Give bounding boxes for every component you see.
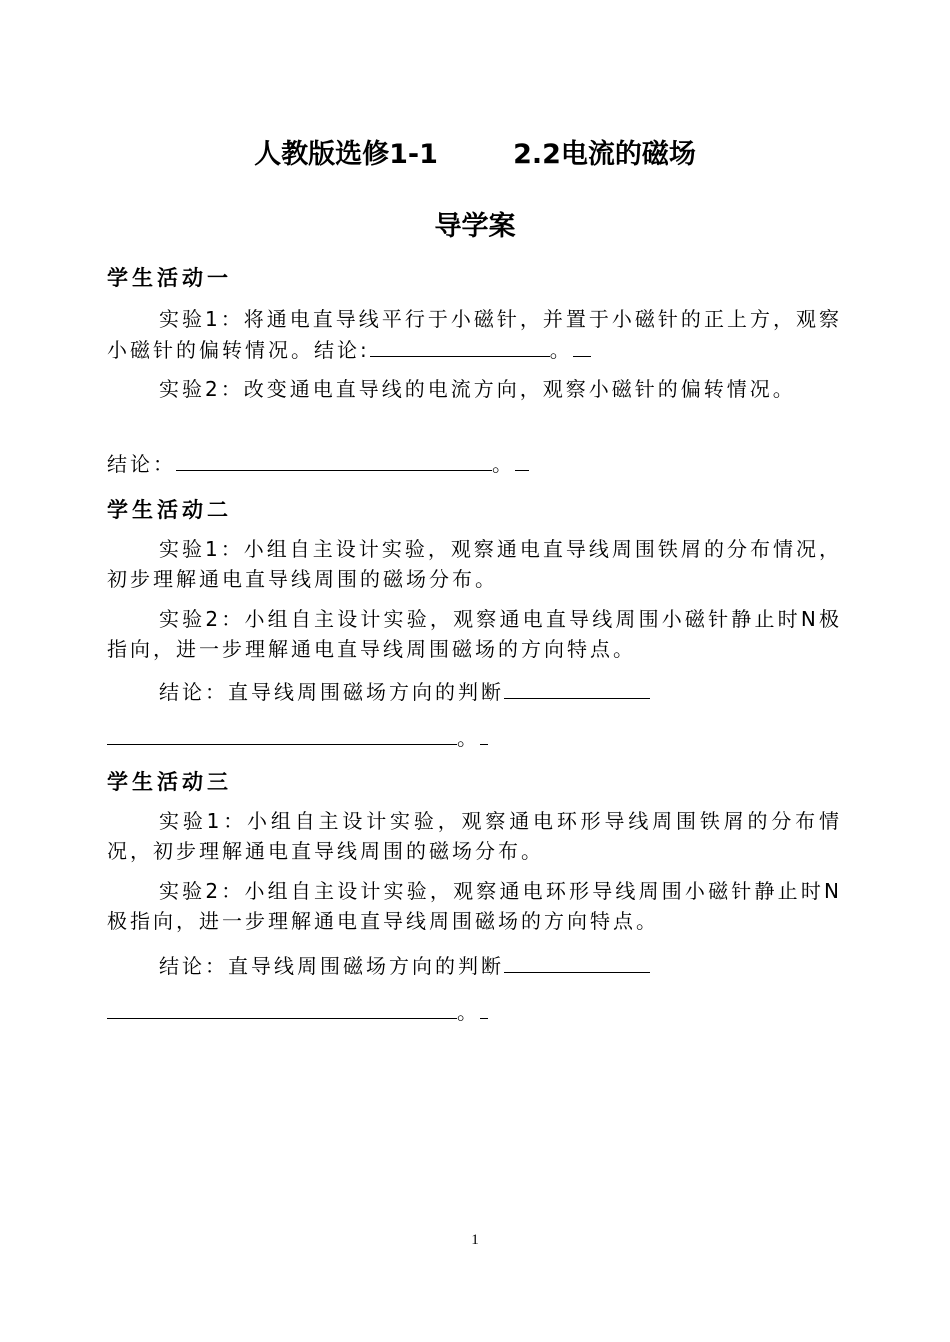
- section-2-experiment-1: 实验1：小组自主设计实验，观察通电直导线周围铁屑的分布情况，初步理解通电直导线周围的磁场分布。: [107, 537, 842, 591]
- answer-blank[interactable]: [504, 676, 650, 699]
- page-number: 1: [471, 1232, 479, 1248]
- section-1-experiment-1-text: 实验1：将通电直导线平行于小磁针，并置于小磁针的正上方，观察小磁针的偏转情况。结论:: [107, 307, 842, 362]
- answer-blank-tail: [515, 448, 529, 471]
- period: 。: [457, 726, 480, 750]
- section-3-conclusion-continued: [107, 996, 488, 1027]
- answer-blank[interactable]: [370, 334, 550, 357]
- section-heading-3: 学生活动三: [107, 770, 232, 794]
- period: 。: [492, 452, 515, 476]
- answer-blank[interactable]: [176, 448, 492, 471]
- period: 。: [457, 1000, 480, 1024]
- conclusion-label: 结论：直导线周围磁场方向的判断: [159, 680, 504, 704]
- section-2-conclusion-continued: [107, 722, 488, 753]
- document-subtitle: 导学案: [434, 211, 516, 242]
- section-3-conclusion: [159, 950, 650, 981]
- section-1-experiment-2: 实验2：改变通电直导线的电流方向，观察小磁针的偏转情况。: [159, 377, 796, 401]
- section-3-experiment-2: 实验2：小组自主设计实验，观察通电环形导线周围小磁针静止时N极指向，进一步理解通电直导线周围磁场的方向特点。: [107, 879, 842, 933]
- section-3-experiment-1: 实验1：小组自主设计实验，观察通电环形导线周围铁屑的分布情况，初步理解通电直导线周围的磁场分布。: [107, 809, 842, 863]
- answer-blank-tail: [480, 996, 488, 1019]
- section-heading-2: 学生活动二: [107, 498, 232, 522]
- section-1-conclusion: [107, 448, 529, 479]
- document-title: 人教版选修1-1 2.2电流的磁场: [254, 139, 696, 170]
- conclusion-label: 结论：: [107, 452, 176, 476]
- answer-blank[interactable]: [107, 996, 457, 1019]
- section-1-experiment-1: [107, 304, 842, 365]
- answer-blank-tail: [480, 722, 488, 745]
- conclusion-label: 结论：直导线周围磁场方向的判断: [159, 954, 504, 978]
- answer-blank[interactable]: [504, 950, 650, 973]
- section-2-conclusion: [159, 676, 650, 707]
- answer-blank[interactable]: [107, 722, 457, 745]
- answer-blank-tail: [573, 334, 591, 357]
- section-heading-1: 学生活动一: [107, 266, 232, 290]
- period: 。: [549, 338, 573, 362]
- section-2-experiment-2: 实验2：小组自主设计实验，观察通电直导线周围小磁针静止时N极指向，进一步理解通电直导线周围磁场的方向特点。: [107, 607, 842, 661]
